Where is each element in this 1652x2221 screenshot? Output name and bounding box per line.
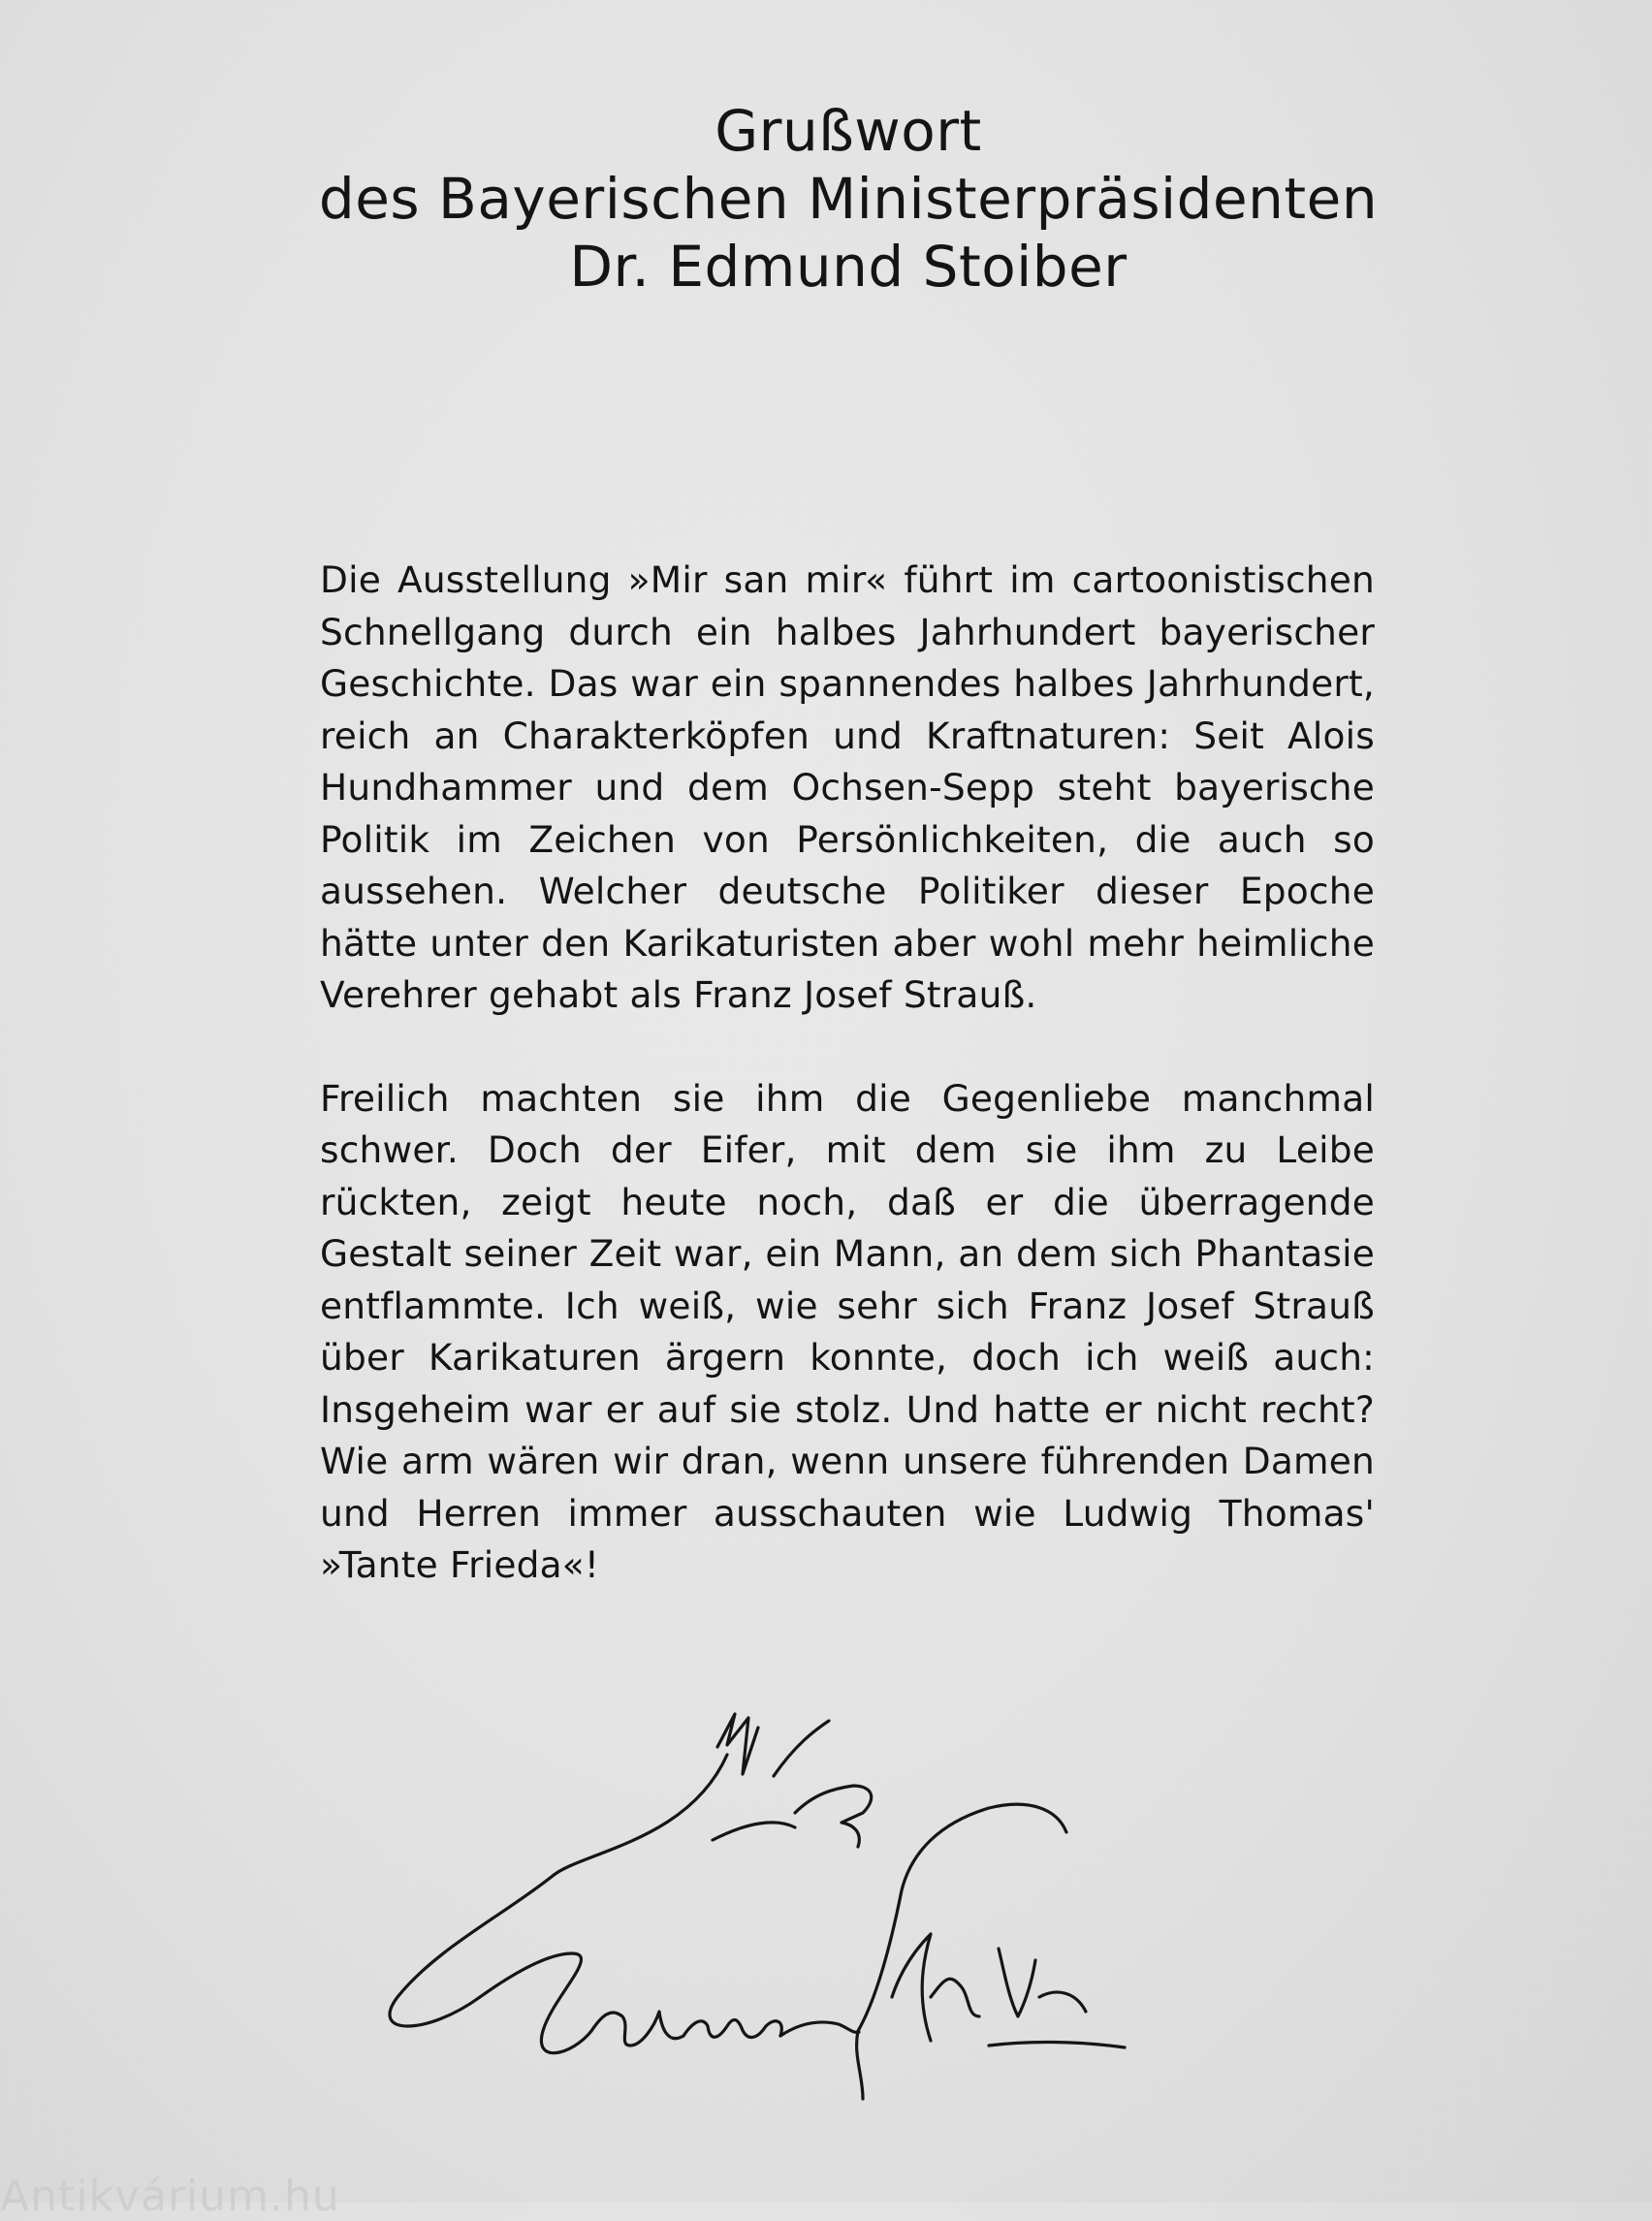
- body-paragraph-1: Die Ausstellung »Mir san mir« führt im cartoonistischen Schnellgang durch ein halbes Jahrhundert bayerischer Geschichte. Das war ein spannendes halbes Jahrhundert, reich an Charakterköpfen und Kraftnaturen: Seit Alois Hundhammer und dem Ochsen-Sepp steht bayerische Politik im Zeichen von Persönlichkeiten, die auch so aussehen. Welcher deutsche Politiker dieser Epoche hätte unter den Karikaturisten aber wohl mehr heimliche Verehrer gehabt als Franz Josef Strauß.: [320, 558, 1375, 1016]
- greeting-title: [0, 97, 1652, 301]
- watermark: Antikvárium.hu: [0, 2172, 340, 2221]
- title-subtitle: des Bayerischen Ministerpräsidenten: [318, 166, 1379, 232]
- greeting-body: [320, 555, 1375, 1643]
- title-author: Dr. Edmund Stoiber: [569, 234, 1128, 300]
- title-heading: Grußwort: [715, 98, 982, 164]
- handwritten-signature: [310, 1706, 1144, 2133]
- body-paragraph-2: Freilich machten sie ihm die Gegenliebe manchmal schwer. Doch der Eifer, mit dem sie ihm zu Leibe rückten, zeigt heute noch, daß er die überragende Gestalt seiner Zeit war, ein Mann, an dem sich Phantasie entflammte. Ich weiß, wie sehr sich Franz Josef Strauß über Karikaturen ärgern konnte, doch ich weiß auch: Insgeheim war er auf sie stolz. Und hatte er nicht recht? Wie arm wären wir dran, wenn unsere führenden Damen und Herren immer ausschauten wie Ludwig Thomas' »Tante Frieda«!: [320, 1076, 1375, 1586]
